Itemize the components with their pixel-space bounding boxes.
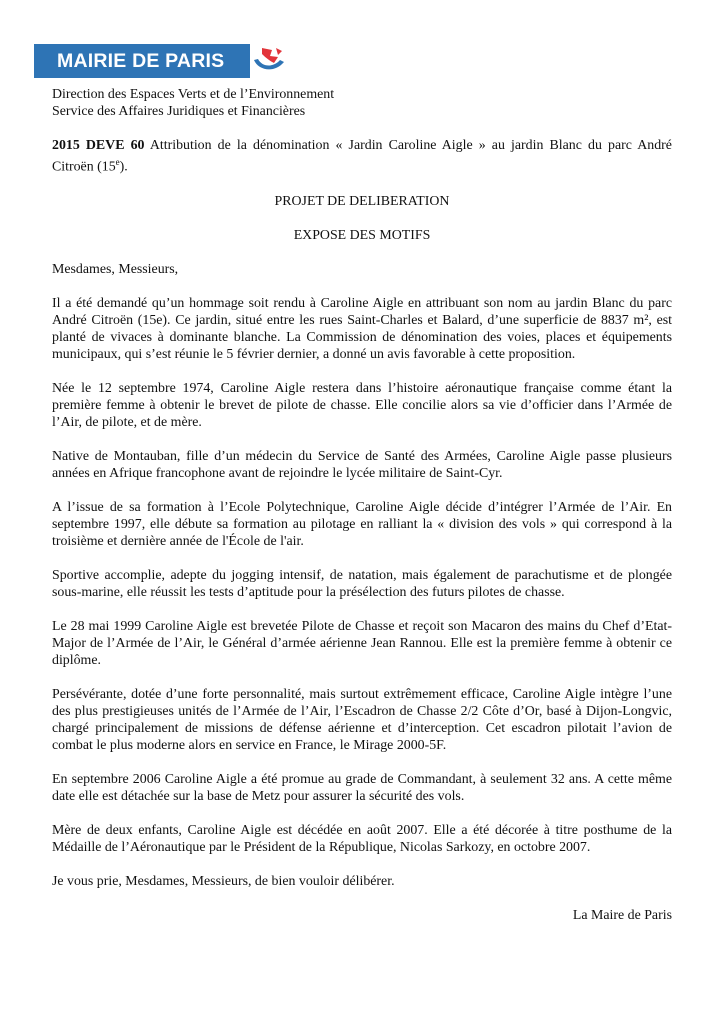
paragraph-naissance: Née le 12 septembre 1974, Caroline Aigle restera dans l’histoire aéronautique française comme étant la première femme à obtenir le brevet de pilote de chasse. Elle concilie alors sa vie d’officier dans l’Armée de l’Air, de pilote, et de mère. <box>52 380 672 430</box>
paragraph-formation: A l’issue de sa formation à l’Ecole Polytechnique, Caroline Aigle décide d’intégrer l’Armée de l’Air. En septembre 1997, elle débute sa formation au pilotage en ralliant la « division des vols » qui correspond à la troisième et dernière année de l'École de l'air. <box>52 499 672 549</box>
service-line: Service des Affaires Juridiques et Financières <box>52 104 306 119</box>
project-title: PROJET DE DELIBERATION <box>274 193 450 209</box>
paragraph-deces: Mère de deux enfants, Caroline Aigle est décédée en août 2007. Elle a été décorée à titre posthume de la Médaille de l’Aéronautique par le Président de la République, Nicolas Sarkozy, en octobre 2007. <box>52 822 672 855</box>
department-line: Direction des Espaces Verts et de l’Environnement <box>52 87 335 102</box>
document-body <box>52 86 672 924</box>
mairie-de-paris-logo <box>34 44 290 78</box>
paragraph-brevet: Le 28 mai 1999 Caroline Aigle est brevetée Pilote de Chasse et reçoit son Macaron des mains du Chef d’Etat-Major de l’Armée de l’Air, le Général d’armée aérienne Jean Rannou. Elle est la première femme à obtenir ce diplôme. <box>52 618 672 668</box>
paragraph-commandant: En septembre 2006 Caroline Aigle a été promue au grade de Commandant, à seulement 32 ans. A cette même date elle est détachée sur la base de Metz pour assurer la sécurité des vols. <box>52 771 672 804</box>
logo-text: MAIRIE DE PARIS <box>57 49 225 72</box>
paragraph-escadron: Persévérante, dotée d’une forte personnalité, mais surtout extrêmement efficace, Caroline Aigle intègre l’une des plus prestigieuses unités de l’Armée de l’Air, l’Escadron de Chasse 2/2 Côte d’Or, basé à Dijon-Longvic, chargé principalement de missions de défense aérienne et d’interception. Cet escadron pilotait l’avion de combat le plus moderne alors en service en France, le Mirage 2000-5F. <box>52 686 672 753</box>
subject-end: ). <box>119 159 128 175</box>
deliberation-reference: 2015 DEVE 60 <box>52 138 145 153</box>
subject-superscript: e <box>115 157 120 167</box>
expose-title: EXPOSE DES MOTIFS <box>293 227 431 243</box>
paragraph-deliberer: Je vous prie, Mesdames, Messieurs, de bien vouloir délibérer. <box>52 873 395 889</box>
signature: La Maire de Paris <box>572 907 672 923</box>
subject-line <box>52 137 672 176</box>
paragraph-hommage: Il a été demandé qu’un hommage soit rendu à Caroline Aigle en attribuant son nom au jardin Blanc du parc André Citroën (15e). Ce jardin, situé entre les rues Saint-Charles et Balard, d’une superficie de 8837 m², est planté de vivaces à dominante blanche. La Commission de dénomination des voies, places et équipements municipaux, qui s’est réunie le 5 février dernier, a donné un avis favorable à cette proposition. <box>52 295 672 362</box>
salutation: Mesdames, Messieurs, <box>52 261 179 277</box>
paragraph-origine: Native de Montauban, fille d’un médecin du Service de Santé des Armées, Caroline Aigle passe plusieurs années en Afrique francophone avant de rejoindre le lycée militaire de Saint-Cyr. <box>52 448 672 481</box>
subject-text: Attribution de la dénomination « Jardin Caroline Aigle » au jardin Blanc du parc André Citroën (15 <box>52 138 672 175</box>
paris-ship-emblem-icon <box>250 44 290 78</box>
paragraph-sport: Sportive accomplie, adepte du jogging intensif, de natation, mais également de parachutisme et de plongée sous-marine, elle réussit les tests d’aptitude pour la présélection des futurs pilotes de chasse. <box>52 567 672 600</box>
department-block <box>52 86 672 120</box>
